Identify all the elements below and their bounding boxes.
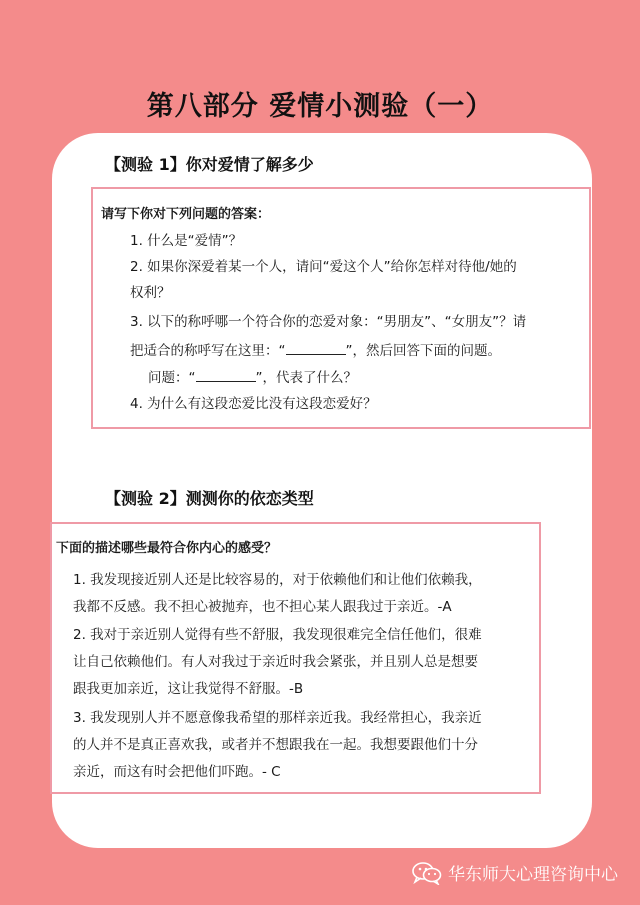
test1-question-1: 1. 什么是“爱情”？ [130,233,243,249]
test1-heading: 【测验 1】你对爱情了解多少 [105,155,314,174]
test1-question-3: 3. 以下的称呼哪一个符合你的恋爱对象：“男朋友”、“女朋友”？请 [130,314,527,330]
test2-statement-2-cont: 让自己依赖他们。有人对我过于亲近时我会紧张，并且别人总是想要 [73,654,478,670]
footer-text: 华东师大心理咨询中心 [448,865,618,885]
test2-prompt: 下面的描述哪些最符合你内心的感受？ [56,541,278,556]
test1-question-4: 4. 为什么有这段恋爱比没有这段恋爱好？ [130,396,377,412]
wechat-icon [412,861,442,885]
test1-question-3-sub-before: 问题：“ [148,370,196,386]
test1-question-3-after: ”，然后回答下面的问题。 [345,343,501,359]
test1-prompt: 请写下你对下列问题的答案： [101,207,271,222]
test2-statement-3-cont: 的人并不是真正喜欢我，或者并不想跟我在一起。我想要跟他们十分 [73,737,478,753]
test1-question-3-sub-after: ”，代表了什么？ [255,370,357,386]
test1-question-2-cont: 权利？ [130,285,171,301]
test2-statement-3: 3. 我发现别人并不愿意像我希望的那样亲近我。我经常担心，我亲近 [73,710,482,726]
test2-statement-2-cont: 跟我更加亲近，这让我觉得不舒服。-B [73,681,304,697]
answer-blank[interactable] [196,366,256,382]
page-title: 第八部分 爱情小测验（一） [146,91,494,122]
test2-statement-1-cont: 我都不反感。我不担心被抛弃，也不担心某人跟我过于亲近。-A [73,599,452,615]
test2-statement-1: 1. 我发现接近别人还是比较容易的，对于依赖他们和让他们依赖我， [73,572,482,588]
test1-question-3-before: 把适合的称呼写在这里：“ [130,343,286,359]
test2-statement-3-cont: 亲近，而这有时会把他们吓跑。- C [73,764,281,780]
answer-blank[interactable] [286,339,346,355]
test2-statement-2: 2. 我对于亲近别人觉得有些不舒服，我发现很难完全信任他们，很难 [73,627,482,643]
test1-question-3-cont [130,339,501,361]
test2-heading: 【测验 2】测测你的依恋类型 [105,489,314,508]
test1-question-box [91,187,591,429]
test1-question-2: 2. 如果你深爱着某一个人，请问“爱这个人”给你怎样对待他/她的 [130,259,517,275]
test1-question-3-sub [148,366,357,388]
footer-watermark [412,860,618,885]
test2-statement-box [50,522,541,794]
